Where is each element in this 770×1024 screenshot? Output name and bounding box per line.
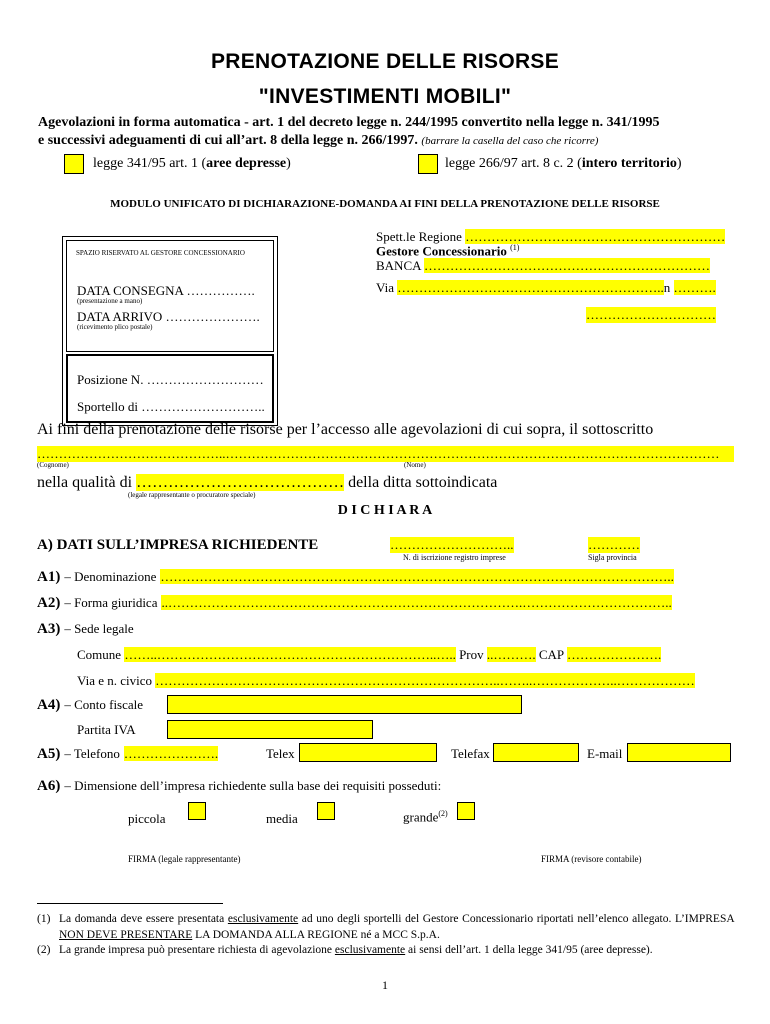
size-media-label: media [266, 811, 298, 826]
page-number: 1 [382, 978, 388, 992]
qualita-note: (legale rappresentante o procuratore speciale) [128, 491, 256, 499]
section-a-title: A) DATI SULL’IMPRESA RICHIEDENTE [37, 537, 319, 553]
row-comune: Comune ……..………………………………………………………..….. Prov ..………. CAP …………………. [77, 647, 662, 662]
numero-field[interactable]: ………. [673, 280, 716, 295]
sportello: Sportello di ……………………….. [77, 399, 265, 414]
forma-giuridica-field[interactable]: ..……………………………………………………………………….…………………………….. [161, 595, 672, 610]
module-title: MODULO UNIFICATO DI DICHIARAZIONE-DOMANDA AI FINI DELLA PRENOTAZIONE DELLE RISORSE [110, 198, 660, 210]
option-aree-depresse-label: legge 341/95 art. 1 (aree depresse) [93, 156, 291, 171]
row-a4: A4) – Conto fiscale [37, 697, 144, 713]
checkbox-piccola[interactable] [188, 802, 206, 820]
qualita-line: nella qualità di ………………………………… della ditta sottoindicata [37, 474, 498, 491]
reserved-box-heading: SPAZIO RISERVATO AL GESTORE CONCESSIONARIO [76, 249, 245, 257]
telefax-label: Telefax [451, 746, 490, 761]
provincia-label: Sigla provincia [588, 553, 637, 562]
telex-label: Telex [266, 746, 295, 761]
row-a6: A6) – Dimensione dell’impresa richiedente sulla base dei requisiti posseduti: [37, 778, 442, 794]
partita-iva-field[interactable] [167, 720, 373, 739]
telefono-field[interactable]: …………………. [123, 746, 219, 761]
row-a5: A5) – Telefono …………………. [37, 746, 219, 762]
regione-field[interactable]: …………………………………………………… [465, 229, 726, 244]
data-consegna-note: (presentazione a mano) [77, 297, 143, 305]
partita-iva-label: Partita IVA [77, 722, 136, 737]
checkbox-media[interactable] [317, 802, 335, 820]
signature-auditor: FIRMA (revisore contabile) [541, 854, 642, 864]
checkbox-aree-depresse[interactable] [64, 154, 84, 174]
email-field[interactable] [627, 743, 731, 762]
comune-field[interactable]: ……..………………………………………………………..….. [124, 647, 456, 662]
addressee-regione: Spett.le Regione …………………………………………………… [376, 229, 726, 244]
email-label: E-mail [587, 746, 623, 761]
row-a1: A1) – Denominazione ……………………………………………………………………………………………………….. [37, 569, 674, 585]
data-consegna: DATA CONSEGNA ……………. [77, 283, 255, 298]
row-a2: A2) – Forma giuridica ..……………………………………………………………………….…………………………….. [37, 595, 672, 611]
intro-line-1: Agevolazioni in forma automatica - art. 1 del decreto legge n. 244/1995 convertito nella legge n. 341/1995 [38, 115, 660, 130]
intro-line-2: e successivi adeguamenti di cui all’art. 8 della legge n. 266/1997. (barrare la casella del caso che ricorre) [38, 133, 599, 148]
size-grande-label: grande$^{(2)}$ [403, 809, 448, 825]
footnote-2: (2) La grande impresa può presentare richiesta di agevolazione esclusivamente ai sensi dell’art. 1 della legge 341/95 (aree depresse). [37, 944, 653, 956]
declarant-intro: Ai fini della prenotazione delle risorse per l’accesso alle agevolazioni di cui sopra, il sottoscritto [37, 421, 654, 438]
data-arrivo-note: (ricevimento plico postale) [77, 323, 153, 331]
denominazione-field[interactable]: ……………………………………………………………………………………………………….. [160, 569, 674, 584]
prov-field[interactable]: ..………. [486, 647, 536, 662]
data-arrivo: DATA ARRIVO …………………. [77, 309, 260, 324]
posizione: Posizione N. ……………………… [77, 372, 264, 387]
addressee-via: Via ……………………………………………………..n ………. [376, 280, 716, 295]
footnote-1: (1) La domanda deve essere presentata esclusivamente ad uno degli sportelli del Gestore Concessionario riportati nell’elenco allegato. L’IMPRESA NON DEVE PRESENTARE LA DOMANDA ALLA REGIONE né a MCC S.p.A. [37, 913, 735, 941]
signature-legal-rep: FIRMA (legale rappresentante) [128, 854, 241, 864]
size-piccola-label: piccola [128, 811, 166, 826]
registro-label: N. di iscrizione registro imprese [403, 553, 506, 562]
city-field[interactable]: ………………………… [586, 307, 716, 322]
intro-note: (barrare la casella del caso che ricorre) [421, 135, 599, 147]
banca-field[interactable]: ………………………………………………………… [424, 258, 711, 273]
dichiara-heading: D I C H I A R A [337, 503, 433, 518]
footnote-separator [37, 903, 223, 904]
title-line-1: PRENOTAZIONE DELLE RISORSE [210, 50, 560, 73]
provincia-field[interactable]: ………… [588, 537, 640, 552]
title-line-2: "INVESTIMENTI MOBILI" [258, 85, 512, 108]
checkbox-grande[interactable] [457, 802, 475, 820]
row-via: Via e n. civico ……………………………………………………………………..……..………………..……………… [77, 673, 695, 688]
option-intero-territorio-label: legge 266/97 art. 8 c. 2 (intero territorio) [445, 156, 682, 171]
via-field[interactable]: …………………………………………………….. [397, 280, 664, 295]
cognome-label: (Cognome) [37, 461, 69, 469]
via-civico-field[interactable]: ……………………………………………………………………..……..………………..……………… [155, 673, 695, 688]
checkbox-intero-territorio[interactable] [418, 154, 438, 174]
addressee-banca: BANCA ………………………………………………………… [376, 258, 711, 273]
telex-field[interactable] [299, 743, 437, 762]
name-field[interactable]: ……………………………………..…………………………………………………………………………………………………… [37, 446, 734, 462]
qualita-field[interactable]: ………………………………… [136, 474, 345, 491]
registro-field[interactable]: ……………………….. [390, 537, 514, 552]
row-a3: A3) – Sede legale [37, 621, 134, 637]
telefax-field[interactable] [493, 743, 579, 762]
reserved-box [62, 236, 278, 426]
cap-field[interactable]: …………………. [566, 647, 662, 662]
addressee-gestore: Gestore Concessionario $^{(1)}$ [376, 243, 520, 259]
conto-fiscale-field[interactable] [167, 695, 522, 714]
nome-label: (Nome) [404, 461, 426, 469]
